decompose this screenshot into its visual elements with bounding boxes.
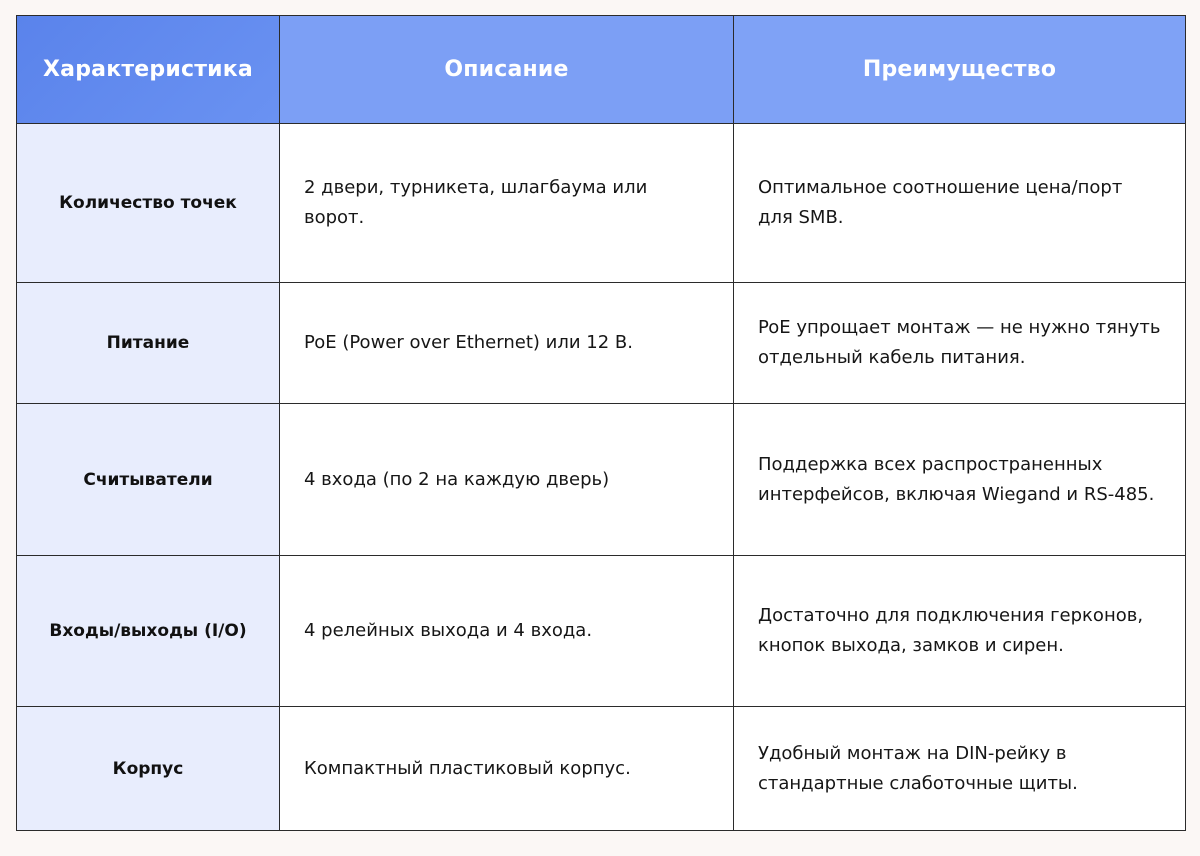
advantage-cell: Удобный монтаж на DIN-рейку в стандартные слаботочные щиты. [734,707,1185,830]
feature-cell: Входы/выходы (I/O) [17,556,280,707]
description-cell: 4 входа (по 2 на каждую дверь) [280,404,734,556]
description-cell: 4 релейных выхода и 4 входа. [280,556,734,707]
feature-cell: Считыватели [17,404,280,556]
description-cell: Компактный пластиковый корпус. [280,707,734,830]
advantage-cell: Достаточно для подключения герконов, кнопок выхода, замков и сирен. [734,556,1185,707]
advantage-cell: Оптимальное соотношение цена/порт для SMB. [734,124,1185,283]
feature-cell: Количество точек [17,124,280,283]
feature-cell: Корпус [17,707,280,830]
description-cell: PoE (Power over Ethernet) или 12 В. [280,283,734,404]
comparison-table [16,15,1186,831]
header-advantage: Преимущество [734,16,1185,124]
advantage-cell: Поддержка всех распространенных интерфейсов, включая Wiegand и RS-485. [734,404,1185,556]
feature-cell: Питание [17,283,280,404]
description-cell: 2 двери, турникета, шлагбаума или ворот. [280,124,734,283]
header-feature: Характеристика [17,16,280,124]
advantage-cell: PoE упрощает монтаж — не нужно тянуть отдельный кабель питания. [734,283,1185,404]
header-description: Описание [280,16,734,124]
